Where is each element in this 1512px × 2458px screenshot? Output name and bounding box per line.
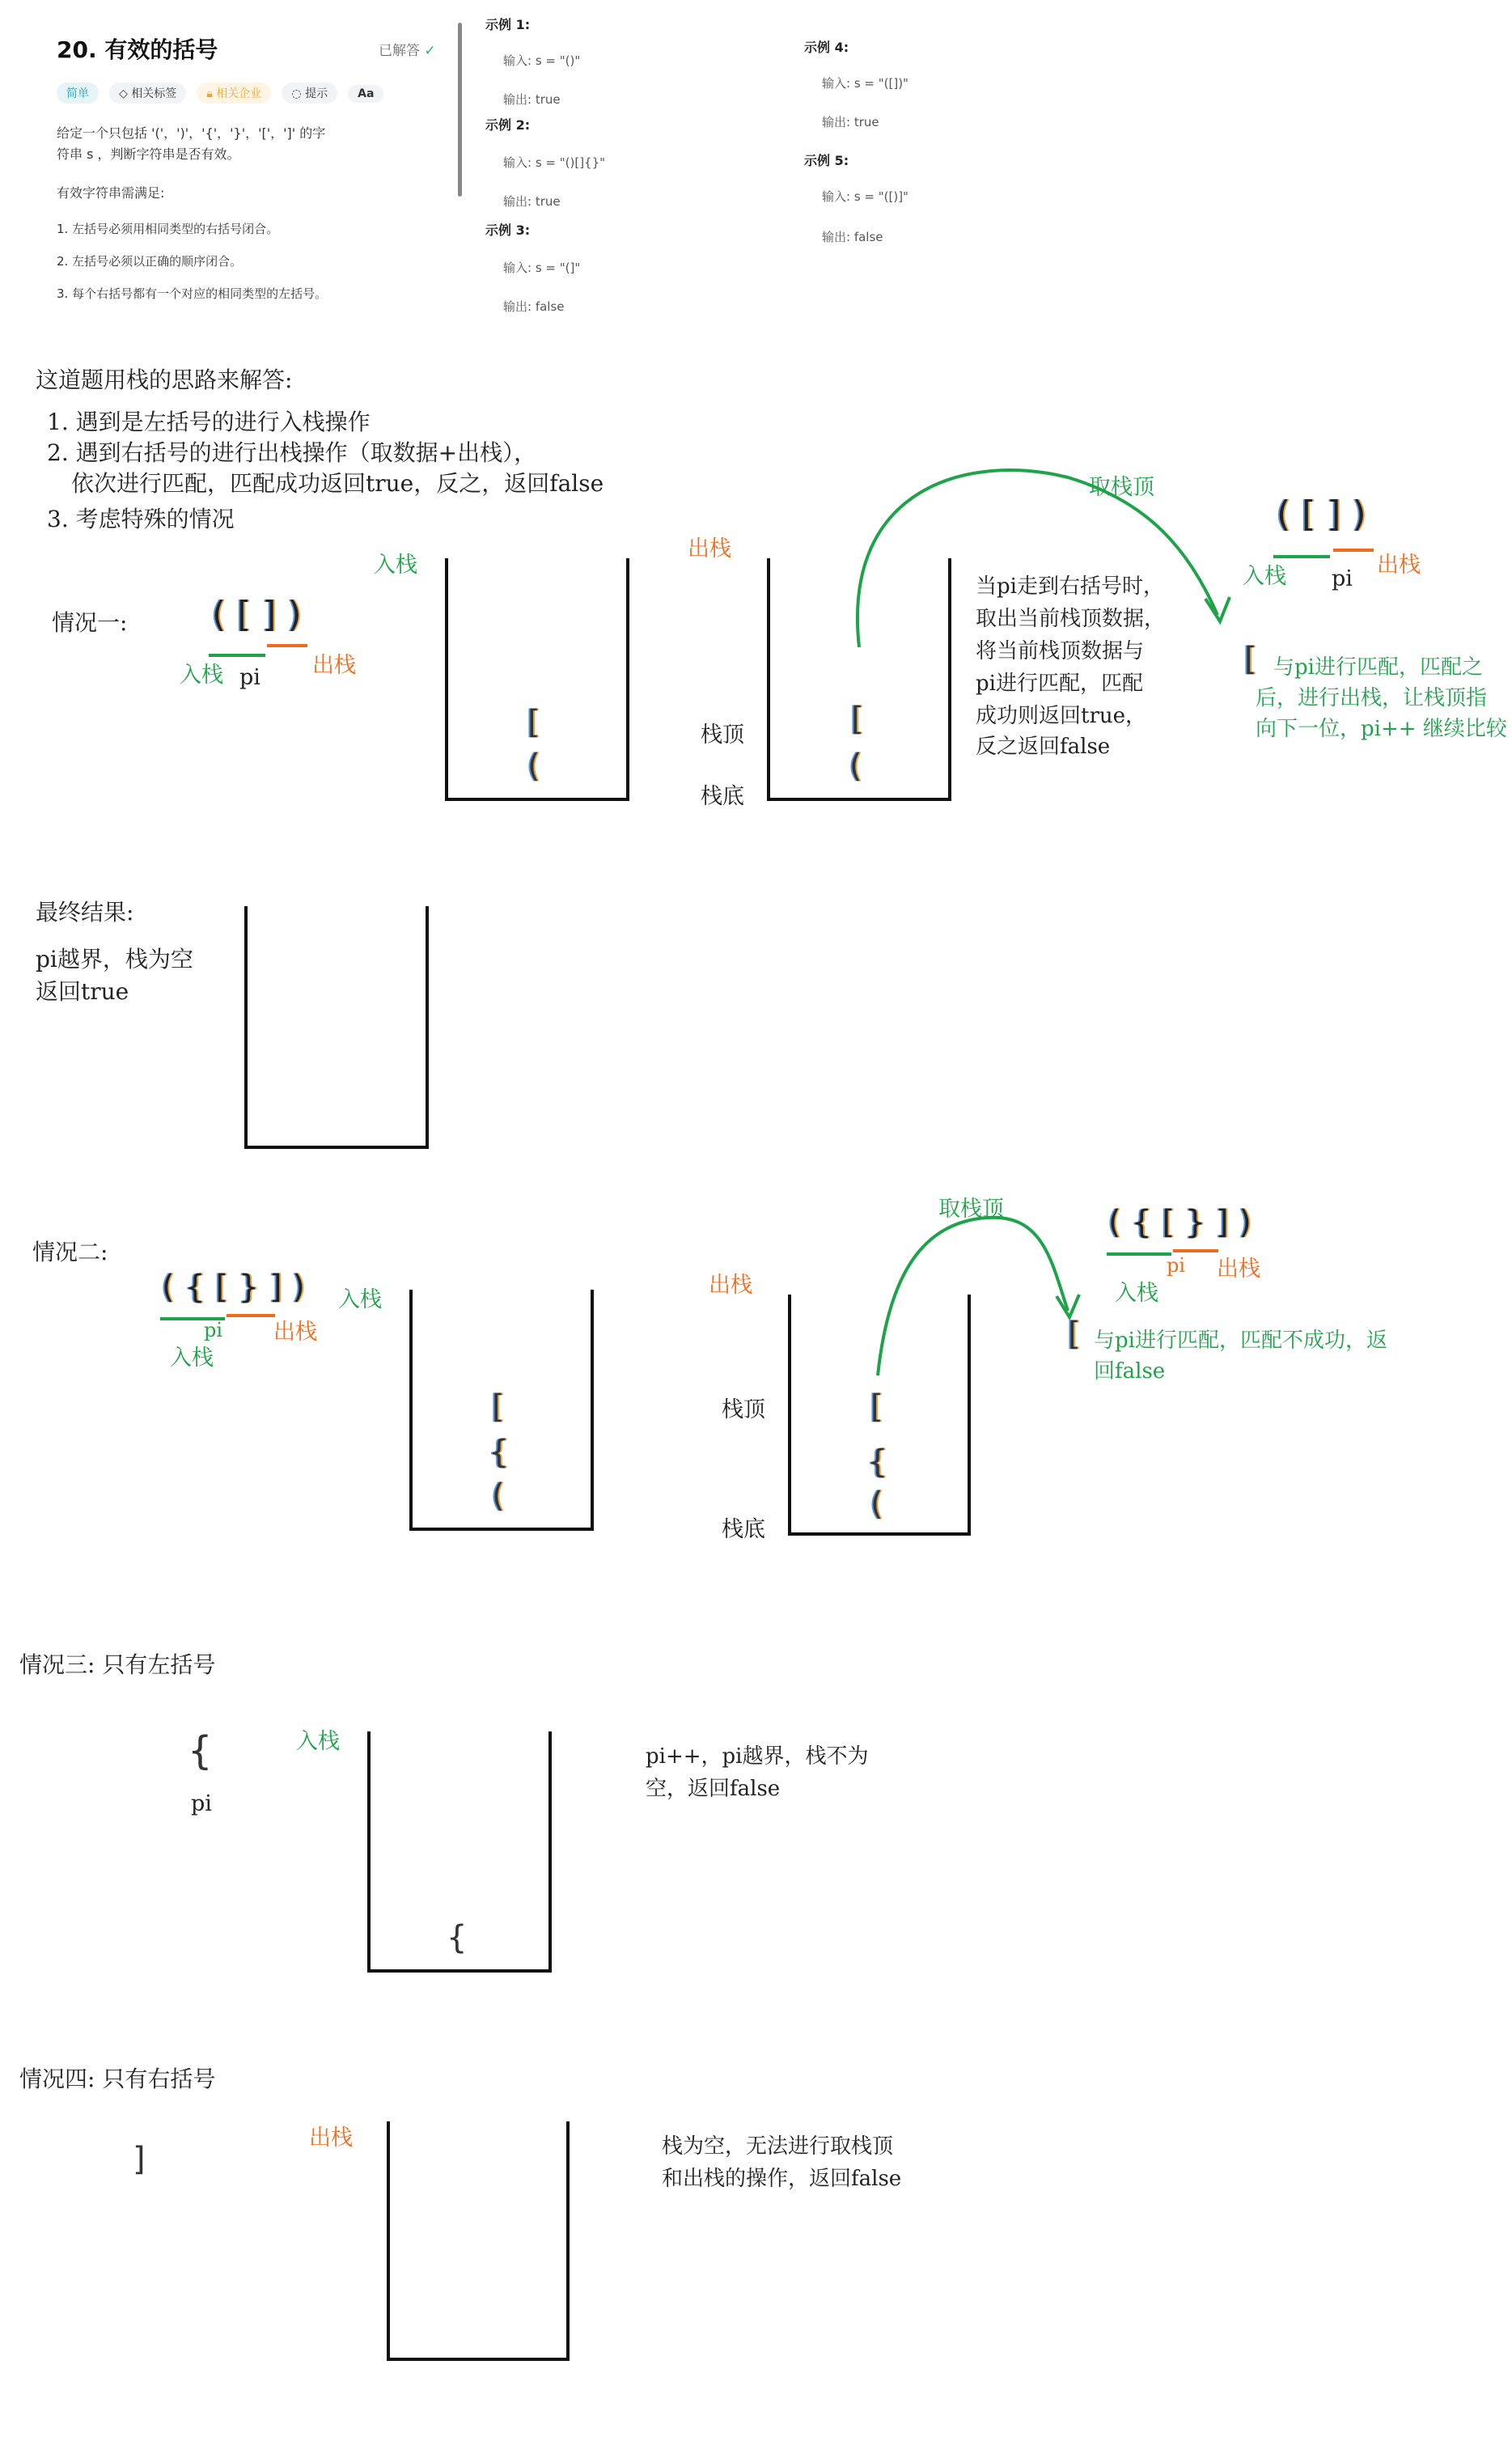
problem-title: 20. 有效的括号 <box>57 36 218 63</box>
case2-push-label: 入栈 <box>170 1346 214 1371</box>
case1-result-push-label: 入栈 <box>1243 564 1286 589</box>
case1-stack2-item-top: [ <box>851 701 864 738</box>
case2-result-line-2: 回false <box>1094 1359 1166 1384</box>
case1-stack2-bottom-label: 栈底 <box>701 784 744 809</box>
case2-title: 情况二: <box>32 1239 108 1265</box>
case2-result-push-underline <box>1107 1252 1171 1256</box>
case2-result-pi-label: pi <box>1167 1254 1186 1277</box>
case1-explain-line-5: 成功则返回true， <box>976 704 1147 728</box>
case2-string: ( { [ } ] ) <box>162 1269 305 1306</box>
lock-icon: 🔒︎ <box>206 87 217 100</box>
case2-stack2-item-2: { <box>867 1443 888 1481</box>
related-tags-label: 相关标签 <box>131 87 177 100</box>
example-5-input: 输入: s = "([)]" <box>822 189 908 204</box>
case1-title: 情况一: <box>52 609 128 636</box>
example-4-output: 输出: true <box>822 115 879 129</box>
example-5-label: 示例 5: <box>804 153 849 168</box>
case1-explain-line-1: 当pi走到右括号时， <box>976 574 1164 599</box>
case1-pop-underline <box>267 644 307 647</box>
intro-step-1: 1. 遇到是左括号的进行入栈操作 <box>47 409 371 435</box>
rule-1: 1. 左括号必须用相同类型的右括号闭合。 <box>57 222 279 236</box>
final-empty-stack <box>244 906 429 1149</box>
problem-description-line1: 给定一个只包括 '('，')'，'{'，'}'，'['，']' 的字 <box>57 125 326 141</box>
intro-step-2-cont: 依次进行匹配，匹配成功返回true，反之，返回false <box>71 470 604 497</box>
intro-step-3: 3. 考虑特殊的情况 <box>47 506 235 532</box>
final-line-2: 返回true <box>36 978 129 1005</box>
case1-result-pop-label: 出栈 <box>1377 553 1421 578</box>
case1-result-line-1: 与pi进行匹配，匹配之 <box>1273 655 1483 680</box>
case2-result-pop-underline <box>1173 1249 1218 1252</box>
problem-description-line2: 符串 s ，判断字符串是否有效。 <box>57 146 240 162</box>
hint-label: 提示 <box>305 87 328 100</box>
case2-pi-label: pi <box>204 1319 223 1341</box>
example-5-output: 输出: false <box>822 230 883 244</box>
case4-text-line-2: 和出栈的操作，返回false <box>662 2167 902 2191</box>
case4-text-line-1: 栈为空，无法进行取栈顶 <box>662 2134 894 2159</box>
case1-string: ( [ ] ) <box>212 594 302 635</box>
case2-stack2-bottom-label: 栈底 <box>722 1517 765 1542</box>
case2-stack1-item-2: { <box>489 1434 510 1471</box>
example-1-label: 示例 1: <box>485 17 531 32</box>
solved-status-label: 已解答 <box>379 43 420 59</box>
final-line-1: pi越界，栈为空 <box>36 946 193 973</box>
case1-pi-label: pi <box>239 665 260 690</box>
case2-result-push-label: 入栈 <box>1115 1281 1158 1306</box>
case2-stack1-push-label: 入栈 <box>338 1287 382 1312</box>
example-4-input: 输入: s = "([])" <box>822 76 908 91</box>
case1-result-pi-label: pi <box>1332 566 1353 591</box>
check-circle-icon: ✓ <box>424 43 436 59</box>
case2-result-bracket: [ <box>1068 1316 1081 1353</box>
case1-arrow-head <box>1205 597 1230 621</box>
case2-result-string: ( { [ } ] ) <box>1108 1204 1252 1241</box>
example-3-output: 输出: false <box>503 299 565 314</box>
case3-stack-item: { <box>447 1919 468 1956</box>
case2-pop-label: 出栈 <box>273 1320 317 1345</box>
example-1-output: 输出: true <box>503 92 561 107</box>
intro-heading: 这道题用栈的思路来解答: <box>36 367 293 393</box>
case1-stack2-top-label: 栈顶 <box>701 723 744 748</box>
case2-stack1-item-1: [ <box>492 1388 505 1426</box>
case2-stack2-item-1: [ <box>870 1388 883 1426</box>
case1-result-bracket: [ <box>1244 641 1257 678</box>
case1-explain-line-4: pi进行匹配，匹配 <box>976 672 1143 696</box>
case3-text-line-2: 空，返回false <box>646 1777 781 1801</box>
rule-3: 3. 每个右括号都有一个对应的相同类型的左括号。 <box>57 286 328 301</box>
case1-stack2-item-bottom: ( <box>849 748 862 785</box>
case1-explain-line-6: 反之返回false <box>976 735 1111 759</box>
case2-stack1-item-3: ( <box>492 1477 505 1515</box>
final-title: 最终结果: <box>36 899 134 926</box>
case2-pop-underline <box>227 1314 275 1317</box>
case2-stack2-pop-label: 出栈 <box>709 1273 752 1298</box>
intro-step-2: 2. 遇到右括号的进行出栈操作（取数据+出栈）， <box>47 439 537 466</box>
case2-result-line-1: 与pi进行匹配，匹配不成功，返 <box>1094 1329 1387 1353</box>
case1-result-string: ( [ ] ) <box>1277 494 1366 535</box>
case4-stack <box>387 2121 570 2361</box>
related-companies-label: 相关企业 <box>216 87 262 100</box>
case2-stack2-item-3: ( <box>870 1485 883 1523</box>
case3-push-label: 入栈 <box>296 1729 340 1754</box>
case3-text-line-1: pi++，pi越界，栈不为 <box>646 1744 869 1769</box>
case1-result-pop-underline <box>1333 549 1374 552</box>
case1-take-top-label: 取栈顶 <box>1089 475 1154 500</box>
case1-explain-line-3: 将当前栈顶数据与 <box>976 639 1145 663</box>
case3-title: 情况三: 只有左括号 <box>19 1651 216 1678</box>
case1-pop-label: 出栈 <box>312 653 356 678</box>
example-3-label: 示例 3: <box>485 222 531 238</box>
example-2-output: 输出: true <box>503 194 561 209</box>
example-2-label: 示例 2: <box>485 117 531 133</box>
case1-stack2-pop-label: 出栈 <box>688 536 731 562</box>
valid-intro: 有效字符串需满足: <box>57 185 165 201</box>
case1-stack1-item-bottom: ( <box>527 748 540 785</box>
case4-title: 情况四: 只有右括号 <box>19 2066 216 2092</box>
tag-icon: ◇ <box>119 87 132 100</box>
case1-stack1-push-label: 入栈 <box>374 553 417 578</box>
case2-stack2-top-label: 栈顶 <box>722 1397 765 1422</box>
case1-stack1-item-top: [ <box>527 704 540 741</box>
example-4-label: 示例 4: <box>804 40 849 55</box>
case1-push-label: 入栈 <box>180 663 223 688</box>
example-3-input: 输入: s = "(]" <box>503 261 581 275</box>
rule-2: 2. 左括号必须以正确的顺序闭合。 <box>57 254 243 269</box>
case1-result-line-3: 向下一位，pi++ 继续比较 <box>1256 717 1507 741</box>
lightbulb-icon: ◌ <box>291 87 306 100</box>
case1-explain-line-2: 取出当前栈顶数据， <box>976 607 1166 631</box>
difficulty-badge[interactable]: 简单 <box>57 83 99 104</box>
case3-symbol: { <box>188 1728 213 1774</box>
case4-pop-label: 出栈 <box>309 2125 353 2151</box>
example-2-input: 输入: s = "()[]{}" <box>503 155 606 170</box>
font-size-button[interactable]: Aa <box>348 85 383 103</box>
case2-result-pop-label: 出栈 <box>1217 1257 1260 1282</box>
case2-take-top-label: 取栈顶 <box>938 1197 1004 1222</box>
case1-result-line-2: 后，进行出栈，让栈顶指 <box>1256 686 1488 710</box>
example-1-input: 输入: s = "()" <box>503 53 581 68</box>
case3-pi-label: pi <box>191 1791 212 1816</box>
case4-symbol: ] <box>133 2141 146 2178</box>
